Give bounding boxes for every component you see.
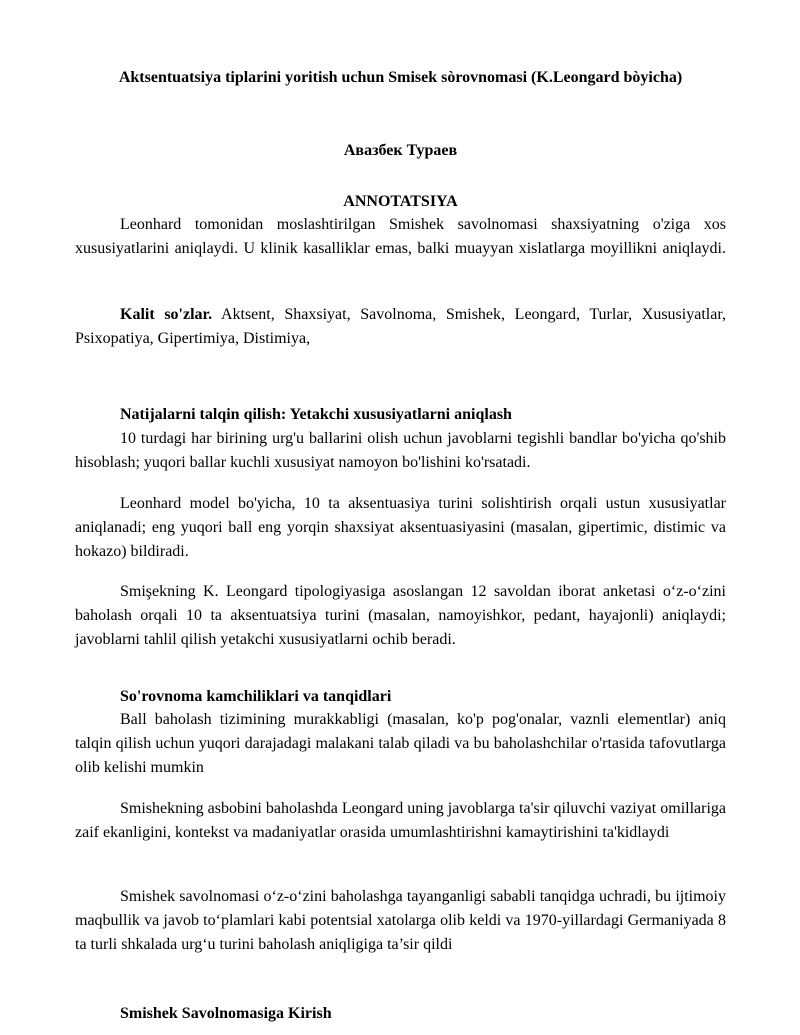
- section-paragraph: Ball baholash tizimining murakkabligi (masalan, ko'p pog'onalar, vaznli elementlar) aniq talqin qilish uchun yuqori darajadagi malakani talab qiladi va bu baholashchilar o'rtasida tafovutlarga olib kelishi mumkin: [75, 711, 726, 776]
- section-heading-introduction: Smishek Savolnomasiga Kirish: [120, 1005, 332, 1022]
- keywords-label: Kalit so'zlar.: [120, 306, 213, 323]
- section-heading-interpretation: Natijalarni talqin qilish: Yetakchi xususiyatlarni aniqlash: [120, 406, 512, 423]
- section-paragraph: 10 turdagi har birining urg'u ballarini olish uchun javoblarni tegishli bandlar bo'yicha qo'shib hisoblash; yuqori ballar kuchli xususiyat namoyon bo'lishini ko'rsatadi.: [75, 430, 726, 471]
- section-paragraph: Leonhard model bo'yicha, 10 ta aksentuasiya turini solishtirish orqali ustun xususiyatlar aniqlanadi; eng yuqori ball eng yorqin shaxsiyat aksentuasiyasini (masalan, gipertimic, distimic va hokazo) bildiradi.: [75, 495, 726, 560]
- section-paragraph: Smishek savolnomasi o‘z-o‘zini baholashga tayanganligi sababli tanqidga uchradi, bu ijtimoiy maqbullik va javob to‘plamlari kabi potentsial xatolarga olib keldi va 1970-yillardagi Germaniyada 8 ta turli shkalada urg‘u turini baholash aniqligiga ta’sir qildi: [75, 888, 726, 953]
- keywords-paragraph: [75, 303, 726, 351]
- section-paragraph: Smişekning K. Leongard tipologiyasiga asoslangan 12 savoldan iborat anketasi o‘z-o‘zini baholash orqali 10 ta aksentuatsiya turini (masalan, namoyishkor, pedant, hayajonli) aniqlaydi; javoblarni tahlil qilish yetakchi xususiyatlarni ochib beradi.: [75, 583, 726, 648]
- document-title: Aktsentuatsiya tiplarini yoritish uchun Smisek sòrovnomasi (K.Leongard bòyicha): [118, 69, 683, 86]
- section-paragraph: Smishekning asbobini baholashda Leongard uning javoblarga ta'sir qiluvchi vaziyat omillariga zaif ekanligini, kontekst va madaniyatlar orasida umumlashtirishni kamaytirishini ta'kidlaydi: [75, 800, 726, 841]
- abstract-heading: ANNOTATSIYA: [343, 193, 458, 210]
- keywords-text: Aktsent, Shaxsiyat, Savolnoma, Smishek, Leongard, Turlar, Xususiyatlar, Psixopatiya, Gipertimiya, Distimiya,: [75, 306, 727, 347]
- author-name: Авазбек Тураев: [343, 142, 458, 159]
- section-heading-criticism: So'rovnoma kamchiliklari va tanqidlari: [120, 688, 392, 705]
- abstract-paragraph: Leonhard tomonidan moslashtirilgan Smishek savolnomasi shaxsiyatning o'ziga xos xususiyatlarini aniqlaydi. U klinik kasalliklar emas, balki muayyan xislatlarga moyillikni aniqlaydi.: [75, 216, 726, 257]
